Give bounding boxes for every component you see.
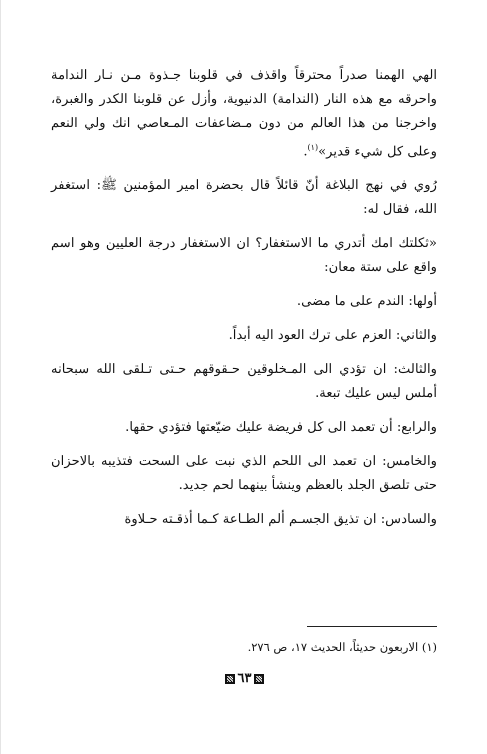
paragraph-end: . <box>303 144 308 160</box>
paragraph-istighfar: «ثكلتك امك أتدري ما الاستغفار؟ ان الاستغفار درجة العليين وهو اسم واقع على ستة معان: <box>51 236 437 276</box>
paragraph-narration: رُوي في نهج البلاغة أنّ قائلاً قال بحضرة امير المؤمنين ﷺ: استغفر الله، فقال له: <box>51 178 437 218</box>
paragraph-first: أولها: الندم على ما مضى. <box>296 294 437 310</box>
paragraph-second: والثاني: العزم على ترك العود اليه أبداً. <box>228 328 437 344</box>
paragraph-sixth: والسادس: ان تذيق الجسـم ألم الطـاعة كـما أذقـته حـلاوة <box>124 512 437 528</box>
paragraph-third: والثالث: ان تؤدي الى المـخلوقين حـقوقهم حـتى تـلقى الله سبحانه أملس ليس عليك تبعة. <box>51 362 437 402</box>
paragraph-fourth: والرابع: أن تعمد الى كل فريضة عليك ضيّعتها فتؤدي حقها. <box>125 420 437 436</box>
page-number <box>1 671 487 686</box>
main-text <box>51 64 437 542</box>
paragraph-prayer <box>51 64 437 164</box>
page-number-text: ٦٣ <box>237 671 252 686</box>
paragraph-text: الهي الهمنا صدراً محترقاً واقذف في قلوبنا جـذوة مـن نـار الندامة واحرقه مع هذه النار (الندامة) الدنيوية، وأزل عن قلوبنا الكدر والغبرة، واخرجنا من هذا العالم من دون مـضاعفات المـعاصي انك ولي النعم وعلى كل شيء قدير» <box>51 68 437 160</box>
ornament-icon <box>225 674 235 684</box>
footnote-marker: (١) <box>307 143 319 152</box>
footnote-divider <box>307 626 437 627</box>
footnote: (١) الاربعون حديثاً، الحديث ١٧، ص ٢٧٦. <box>247 640 437 654</box>
paragraph-fifth: والخامس: ان تعمد الى اللحم الذي نبت على السحت فتذيبه بالاحزان حتى تلصق الجلد بالعظم وينشأ بينهما لحم جديد. <box>51 454 437 494</box>
ornament-icon <box>254 674 264 684</box>
